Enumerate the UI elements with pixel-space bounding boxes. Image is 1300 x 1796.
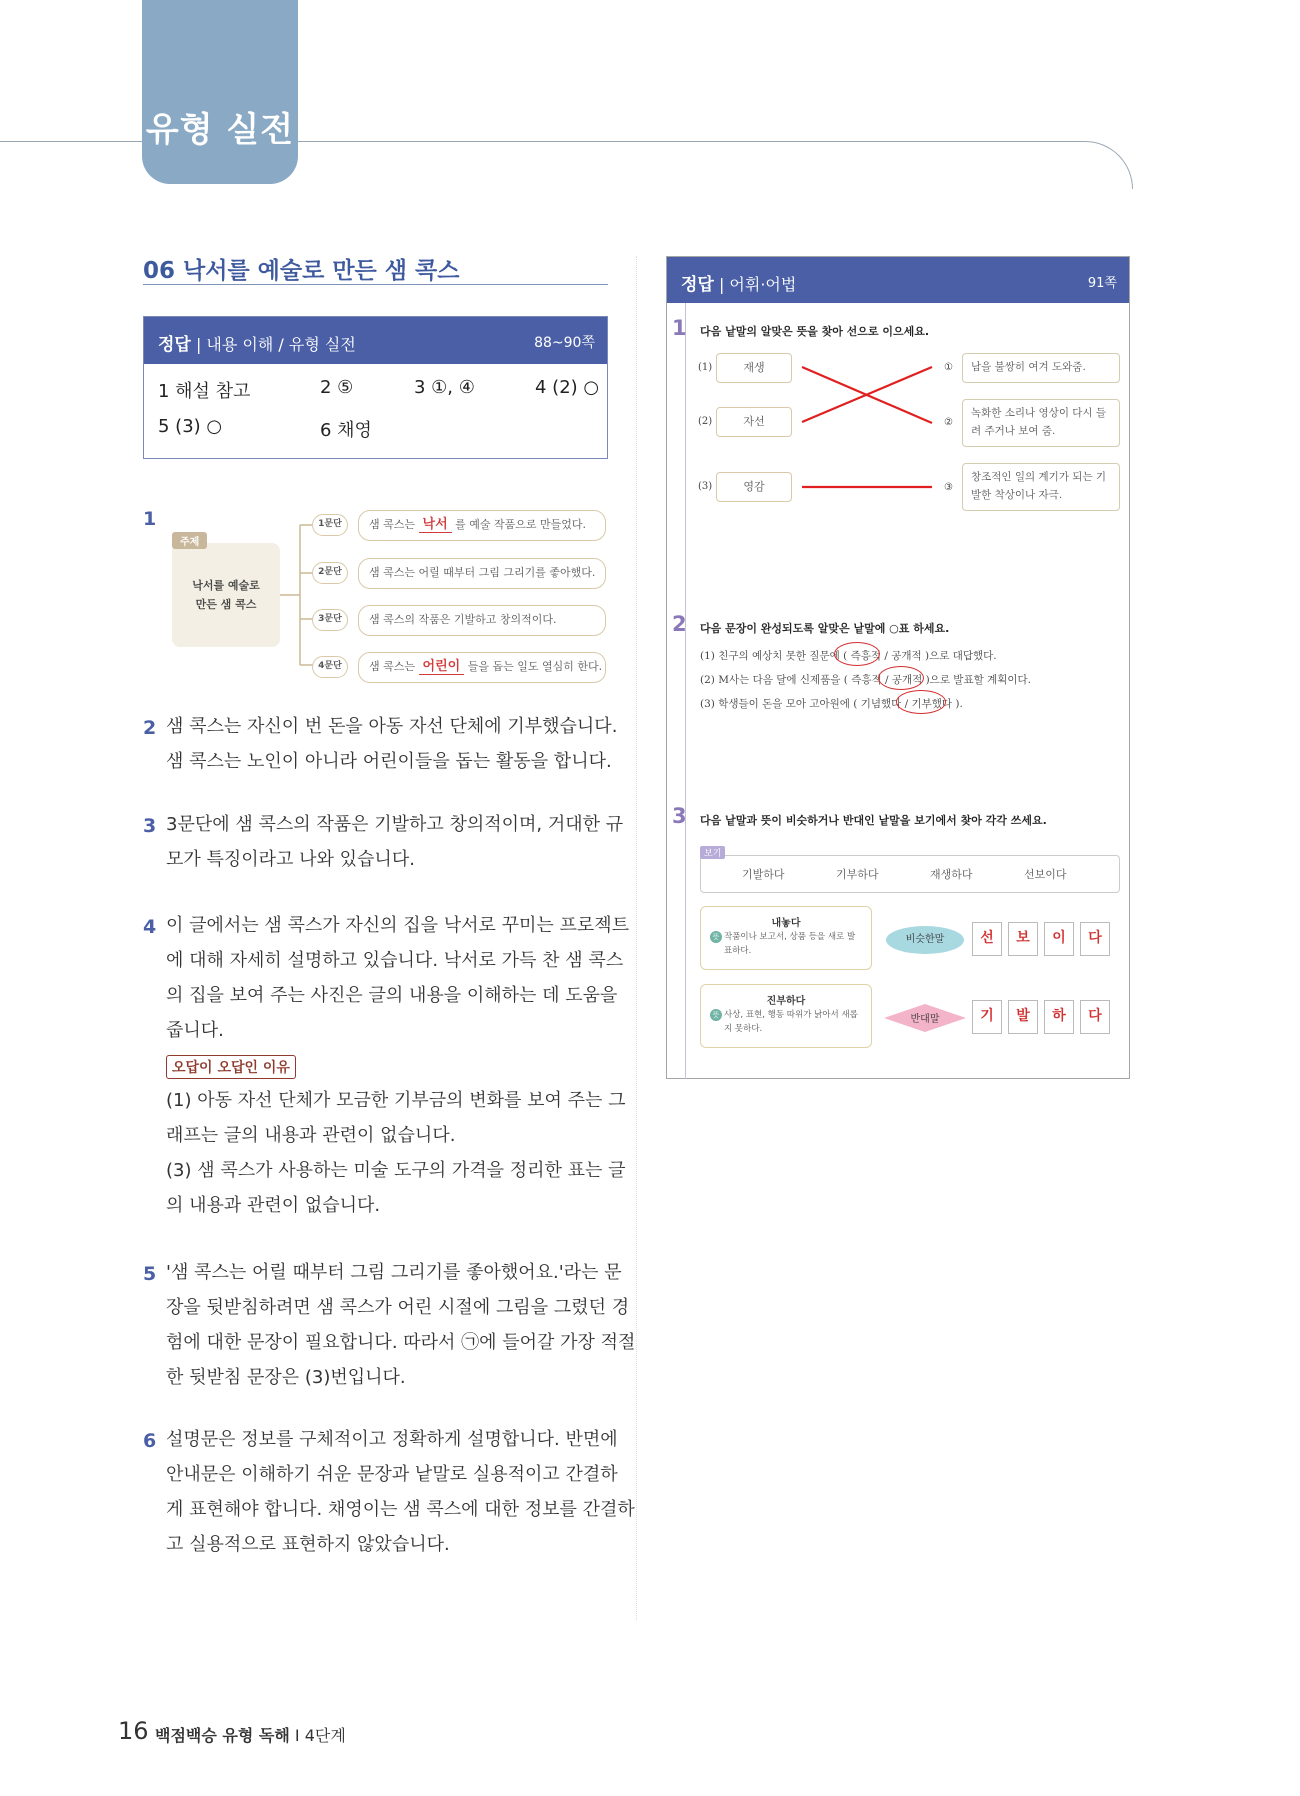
q3-explanation [166,807,623,877]
text-line: 한 뒷받침 문장은 (3)번입니다. [166,1367,406,1388]
mindmap-theme-text [172,576,280,614]
q4-number: 4 [143,916,157,938]
match-right-def [962,463,1120,511]
answer-item: 5 (3) ○ [158,416,223,437]
bogi-tag: 보기 [700,846,725,859]
worksheet-sub: | 어휘·어법 [713,275,797,294]
match-left-no: (2) [698,416,713,427]
header-tab [142,0,298,184]
ws-q1-question: 다음 낱말의 알맞은 뜻을 찾아 선으로 이으세요. [700,325,930,338]
mindmap-theme-line: 낙서를 예술로 [192,579,260,592]
mindmap-theme-tag: 주제 [172,532,207,549]
q5-number: 5 [143,1263,157,1285]
match-left-no: (1) [698,362,713,373]
q5-explanation [166,1255,635,1395]
def-line: 작품이나 보고서, 상품 등을 새로 발 [724,932,856,942]
text-line: 모가 특징이라고 나와 있습니다. [166,849,415,870]
answer-cell: 다 [1080,922,1110,956]
wrong-answer-badge: 오답이 오답인 이유 [166,1055,296,1079]
text-line: 의 집을 보여 주는 사진은 글의 내용을 이해하는 데 도움을 [166,985,618,1006]
text-line: 장을 뒷받침하려면 샘 콕스가 어린 시절에 그림을 그렸던 경 [166,1297,630,1318]
text-line: 설명문은 정보를 구체적이고 정확하게 설명합니다. 반면에 [166,1429,618,1450]
match-right-no: ② [944,417,953,428]
mindmap-text: 들을 돕는 일도 열심히 한다. [467,660,603,673]
text-line: 줍니다. [166,1020,224,1041]
text-line: '샘 콕스는 어릴 때부터 그림 그리기를 좋아했어요.'라는 문 [166,1262,622,1283]
relation-badge: 비슷한말 [886,926,964,954]
answer-cell: 하 [1044,1000,1074,1034]
section-title: 06 낙서를 예술로 만든 샘 콕스 [143,258,460,284]
ws-q2-sentence: (3) 학생들이 돈을 모아 고아원에 ( 기념했다 / 기부했다 ). [700,698,963,710]
answer-item: 4 (2) ○ [535,377,600,398]
answer-box [143,316,608,459]
page-number: 16 [118,1717,149,1745]
q3-number: 3 [143,815,157,837]
mindmap-para-pill: 2문단 [312,562,348,584]
text-line: 의 내용과 관련이 없습니다. [166,1195,381,1216]
text-line: 고 실용적으로 표현하지 않았습니다. [166,1534,450,1555]
ws-q3-number: 3 [672,804,687,828]
meaning-icon: 뜻 [710,931,722,943]
worksheet-margin-line [685,303,686,1079]
match-lines [800,355,940,495]
worksheet-pages: 91쪽 [1087,276,1117,291]
bogi-word: 재생하다 [930,868,973,881]
q2-number: 2 [143,717,157,739]
mindmap-para-pill: 3문단 [312,609,348,631]
ws-q2-question: 다음 문장이 완성되도록 알맞은 낱말에 ○표 하세요. [700,622,950,635]
text-line: (1) 아동 자선 단체가 모금한 기부금의 변화를 보여 주는 그 [166,1090,626,1111]
def-line: 창조적인 일의 계기가 되는 기 [971,471,1107,483]
q6-explanation [166,1422,635,1562]
answer-box-header [144,317,607,364]
ws-q2-sentence: (2) M사는 다음 달에 신제품을 ( 즉흥적 / 공개적 )으로 발표할 계획이다. [700,674,1031,686]
text-line: 이 글에서는 샘 콕스가 자신의 집을 낙서로 꾸미는 프로젝트 [166,915,630,936]
answer-item: 2 ⑤ [320,377,354,398]
def-line: 사상, 표현, 행동 따위가 낡아서 새롭 [724,1010,858,1020]
mindmap-fill-answer: 낙서 [419,517,452,533]
mindmap-text: 샘 콕스는 [369,660,416,673]
ws-q2-number: 2 [672,612,687,636]
mindmap-text: 를 예술 작품으로 만들었다. [455,518,587,531]
answer-cell: 보 [1008,922,1038,956]
ws-q1-number: 1 [672,316,687,340]
mindmap-para-box: 샘 콕스는 어릴 때부터 그림 그리기를 좋아했다. [358,558,606,589]
answer-pages: 88~90쪽 [534,335,595,351]
section-underline [143,284,608,285]
def-line: 발한 착상이나 자극. [971,489,1063,501]
def-line: 남을 불쌍히 여겨 도와줌. [971,361,1086,373]
bogi-word: 기부하다 [836,868,879,881]
text-line: 게 표현해야 합니다. 채영이는 샘 콕스에 대한 정보를 간결하 [166,1499,635,1520]
text-line: (3) 샘 콕스가 사용하는 미술 도구의 가격을 정리한 표는 글 [166,1160,626,1181]
header-rule-curve [1075,141,1133,189]
answer-sub: | 내용 이해 / 유형 실전 [190,335,356,354]
text-line: 3문단에 샘 콕스의 작품은 기발하고 창의적이며, 거대한 규 [166,814,624,835]
mindmap-fill-answer: 어린이 [419,659,465,675]
answer-item: 6 채영 [320,420,372,441]
bogi-word: 선보이다 [1024,868,1067,881]
mindmap-para-pill: 4문단 [312,656,348,678]
mindmap-text: 샘 콕스는 [369,518,416,531]
answer-circle [878,666,924,690]
match-right-no: ① [944,362,953,373]
word-def [724,1008,866,1036]
mindmap-para-box: 샘 콕스의 작품은 기발하고 창의적이다. [358,605,606,636]
def-line: 표하다. [724,946,752,956]
word-def [724,930,866,958]
word-title: 진부하다 [766,996,806,1007]
match-left-no: (3) [698,481,713,492]
mindmap-theme-line: 만든 샘 콕스 [195,598,257,611]
def-line: 지 못하다. [724,1024,763,1034]
column-divider [636,256,637,1620]
q4-wrong-reasons [166,1083,626,1223]
mindmap-para-box [358,652,606,683]
answer-item: 3 ①, ④ [414,377,475,398]
book-title: 백점백승 유형 독해 [155,1726,290,1745]
mindmap-para-box [358,510,606,541]
ws-q2-sentence: (1) 친구의 예상치 못한 질문에 ( 즉흥적 / 공개적 )으로 대답했다. [700,650,997,662]
worksheet-header [667,257,1129,303]
q4-explanation [166,908,629,1048]
meaning-icon: 뜻 [710,1009,722,1021]
answer-circle [834,642,880,666]
match-left-word: 자선 [716,407,792,437]
relation-badge: 반대말 [910,1014,940,1025]
word-title: 내놓다 [771,918,801,929]
text-line: 에 대해 자세히 설명하고 있습니다. 낙서로 가득 찬 샘 콕스 [166,950,624,971]
text-line: 샘 콕스는 자신이 번 돈을 아동 자선 단체에 기부했습니다. [166,716,618,737]
mindmap-para-pill: 1문단 [312,514,348,536]
def-line: 녹화한 소리나 영상이 다시 들 [971,407,1107,419]
book-level: I 4단계 [289,1726,346,1745]
ws-q3-question: 다음 낱말과 뜻이 비슷하거나 반대인 낱말을 보기에서 찾아 각각 쓰세요. [700,814,1047,827]
answer-cell: 다 [1080,1000,1110,1034]
text-line: 안내문은 이해하기 쉬운 문장과 낱말로 실용적이고 간결하 [166,1464,618,1485]
q1-number: 1 [143,508,157,530]
match-left-word: 재생 [716,353,792,383]
answer-cell: 기 [972,1000,1002,1034]
answer-item: 1 해설 참고 [158,381,251,402]
q2-explanation [166,709,617,779]
answer-label: 정답 [158,335,191,355]
bogi-word: 기발하다 [742,868,785,881]
text-line: 래프는 글의 내용과 관련이 없습니다. [166,1125,456,1146]
answer-circle [896,690,946,714]
answer-cell: 발 [1008,1000,1038,1034]
text-line: 샘 콕스는 노인이 아니라 어린이들을 돕는 활동을 합니다. [166,751,612,772]
match-right-def [962,353,1120,383]
match-right-def [962,399,1120,447]
text-line: 험에 대한 문장이 필요합니다. 따라서 ㉠에 들어갈 가장 적절 [166,1332,636,1353]
def-line: 려 주거나 보여 줌. [971,425,1056,437]
q6-number: 6 [143,1430,157,1452]
header-title: 유형 실전 [145,110,295,150]
footer-book [155,1723,346,1746]
match-left-word: 영감 [716,472,792,502]
match-right-no: ③ [944,482,953,493]
answer-cell: 이 [1044,922,1074,956]
answer-cell: 선 [972,922,1002,956]
worksheet-label: 정답 [681,275,714,295]
